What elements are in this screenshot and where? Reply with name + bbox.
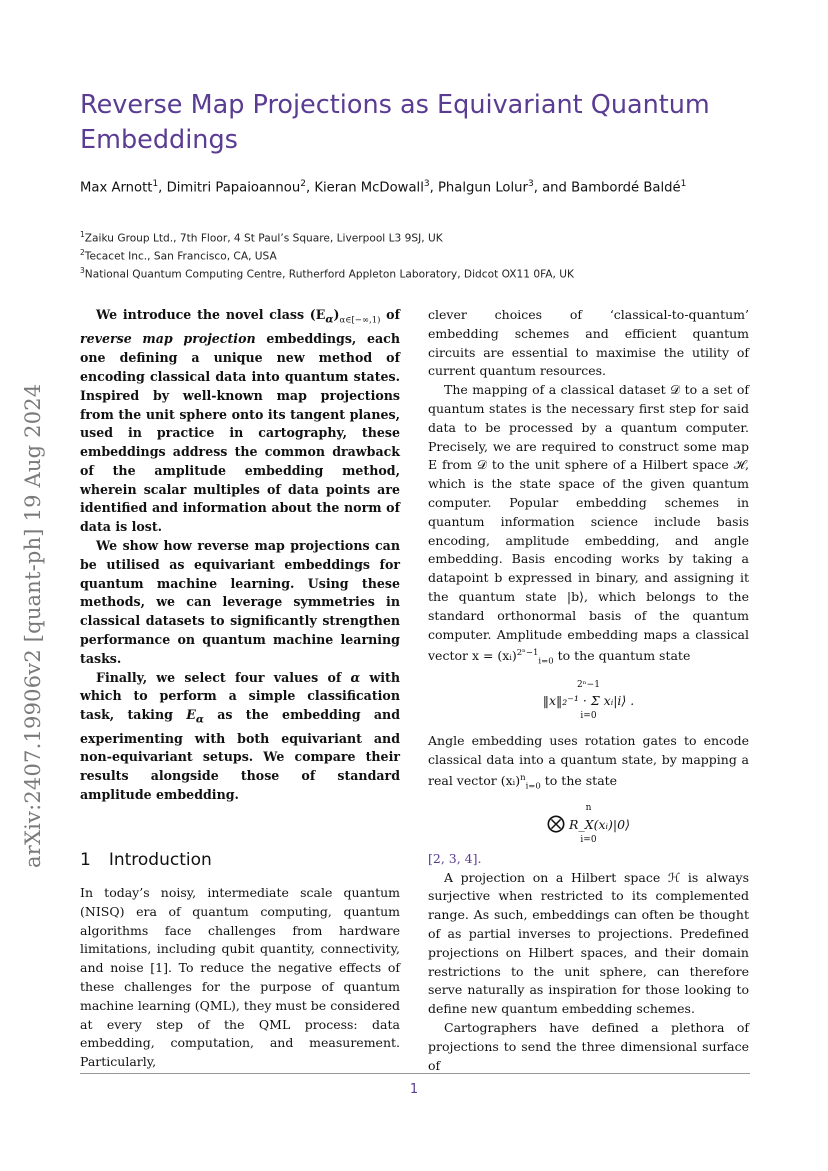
affiliation-text: Tecacet Inc., San Francisco, CA, USA [84, 250, 277, 263]
section-heading [80, 850, 212, 870]
math-subscript: α [195, 713, 204, 726]
body-paragraph: A projection on a Hilbert space ℋ is always surjective when restricted to its complemented range. As such, embeddings can often be thought of as partial inverses to projections. Predefined projections on Hilbert spaces, and their domain restrictions to the unit sphere, can therefore serve naturally as inspiration for those looking to define new quantum embedding schemes. [428, 869, 749, 1017]
author-affil-mark: 3 [527, 179, 534, 189]
author-affil-mark: 1 [152, 179, 159, 189]
abstract-text: ) [333, 307, 340, 322]
abstract-text: of [380, 307, 400, 322]
abstract-text: embeddings, each one defining a unique new method of encoding classical data into quantum states. Inspired by well-known map projections from the unit sphere onto its tangent planes, used in practice in cartography, these embeddings address the common drawback of the amplitude embedding method, wherein scalar multiples of data points are identified and information about the norm of data is lost. [80, 331, 400, 535]
body-paragraph: clever choices of ‘classical-to-quantum’ embedding schemes and efficient quantum circuits are essential to maximise the utility of current quantum resources. [428, 307, 749, 379]
math-subscript: i=0 [538, 657, 554, 667]
page-number: 1 [409, 1082, 419, 1097]
body-paragraph [428, 381, 749, 672]
math-subscript: α∈[−∞,1) [339, 315, 381, 326]
equation-amplitude [428, 680, 749, 722]
equation-angle [428, 803, 749, 846]
equation-body: R_X(xᵢ)|0⟩ [569, 816, 630, 832]
paper-title: Reverse Map Projections as Equivariant Quantum Embeddings [80, 90, 710, 155]
affiliation-text: Zaiku Group Ltd., 7th Floor, 4 St Paul’s Square, Liverpool L3 9SJ, UK [84, 232, 443, 245]
intro-left-column [80, 884, 400, 1072]
sum-upper-limit: 2ⁿ−1 [577, 679, 600, 690]
math-superscript: 2ⁿ−1 [516, 648, 539, 659]
affiliation [80, 230, 443, 245]
arxiv-stamp: arXiv:2407.19906v2 [quant-ph] 19 Aug 2024 [21, 383, 45, 868]
author-name: Phalgun Lolur [437, 180, 528, 196]
body-text: to the state [540, 773, 618, 789]
abstract-paragraph: We show how reverse map projections can be utilised as equivariant embeddings for quantum machine learning. Using these methods, we can leverage symmetries in classical datasets to significantly strengthen performance on quantum machine learning tasks. [80, 538, 400, 666]
affiliation-number: 3 [80, 266, 85, 275]
math-superscript: n [520, 773, 526, 784]
affiliation-number: 2 [80, 248, 85, 257]
math-subscript: α [325, 313, 334, 326]
author-list: Max Arnott$^1$, Dimitri Papaioannou$^2$, Kieran McDowall$^3$, Phalgun Lolur$^3$, and Bambordé Baldé$^1$ [80, 179, 687, 196]
math-subscript: i=0 [525, 782, 541, 793]
product-upper-limit: n [585, 802, 592, 813]
affiliation-text: National Quantum Computing Centre, Rutherford Appleton Laboratory, Didcot OX11 0FA, UK [84, 268, 574, 281]
author-affil-mark: 1 [680, 179, 687, 189]
section-title: Introduction [108, 850, 212, 870]
equation-body: ‖x‖₂⁻¹ · Σ xᵢ|i⟩ . [542, 692, 635, 708]
author-name: Dimitri Papaioannou [166, 180, 301, 196]
abstract-emphasis: reverse map projection [80, 331, 256, 347]
author-name: Max Arnott [80, 180, 153, 196]
affiliation-number: 1 [80, 230, 85, 239]
math-symbol: α [350, 669, 361, 685]
abstract-text: We introduce the novel class (E [96, 307, 326, 322]
abstract-text: as the embedding and experimenting with both equivariant and non-equivariant setups. We compare their results alongside those of standard amplitude embedding. [80, 707, 400, 802]
abstract [80, 306, 400, 805]
author-name: Kieran McDowall [314, 180, 424, 196]
tensor-product-icon: ⨂ [547, 812, 566, 834]
body-paragraph: Cartographers have defined a plethora of projections to send the three dimensional surface of [428, 1020, 749, 1073]
right-column [428, 306, 749, 1075]
author-affil-mark: 2 [300, 179, 306, 189]
abstract-text: with which to perform a simple classification task, taking [80, 669, 401, 723]
author-name: Bambordé Baldé [571, 180, 681, 196]
math-symbol: E [186, 707, 196, 723]
abstract-paragraph [80, 306, 400, 537]
section-number: 1 [80, 850, 91, 870]
body-text: Angle embedding uses rotation gates to encode classical data into a quantum state, by mapping a real vector (xᵢ) [428, 732, 749, 789]
body-paragraph: In today’s noisy, intermediate scale quantum (NISQ) era of quantum computing, quantum algorithms face challenges from hardware limitations, including qubit quantity, connectivity, and noise [1]. To reduce the negative effects of these challenges for the purpose of quantum machine learning (QML), they must be considered at every step of the QML process: data embedding, computation, and measurement. Particularly, [80, 885, 400, 1070]
sum-lower-limit: i=0 [580, 710, 597, 721]
body-text: The mapping of a classical dataset 𝒟 to a set of quantum states is the necessary first step for said data to be processed by a quantum computer. Precisely, we are required to construct some map E from 𝒟 to the unit sphere of a Hilbert space ℋ, which is the state space of the given quantum computer. Popular embedding schemes in quantum information science include basis encoding, amplitude embedding, and angle embedding. Basis encoding works by taking a datapoint b expressed in binary, and assigning it the quantum state |b⟩, which belongs to the standard orthonormal basis of the quantum computer. Amplitude embedding maps a classical vector x = (xᵢ) [428, 382, 749, 664]
product-lower-limit: i=0 [580, 834, 597, 845]
body-paragraph [428, 732, 749, 797]
citation-list[interactable]: [2, 3, 4]. [428, 850, 482, 866]
affiliation [80, 248, 277, 263]
abstract-text: Finally, we select four values of [96, 669, 351, 685]
affiliation [80, 266, 574, 281]
author-affil-mark: 3 [423, 179, 430, 189]
abstract-paragraph [80, 669, 400, 805]
body-text: to the quantum state [557, 648, 691, 664]
footer-rule [80, 1073, 750, 1074]
